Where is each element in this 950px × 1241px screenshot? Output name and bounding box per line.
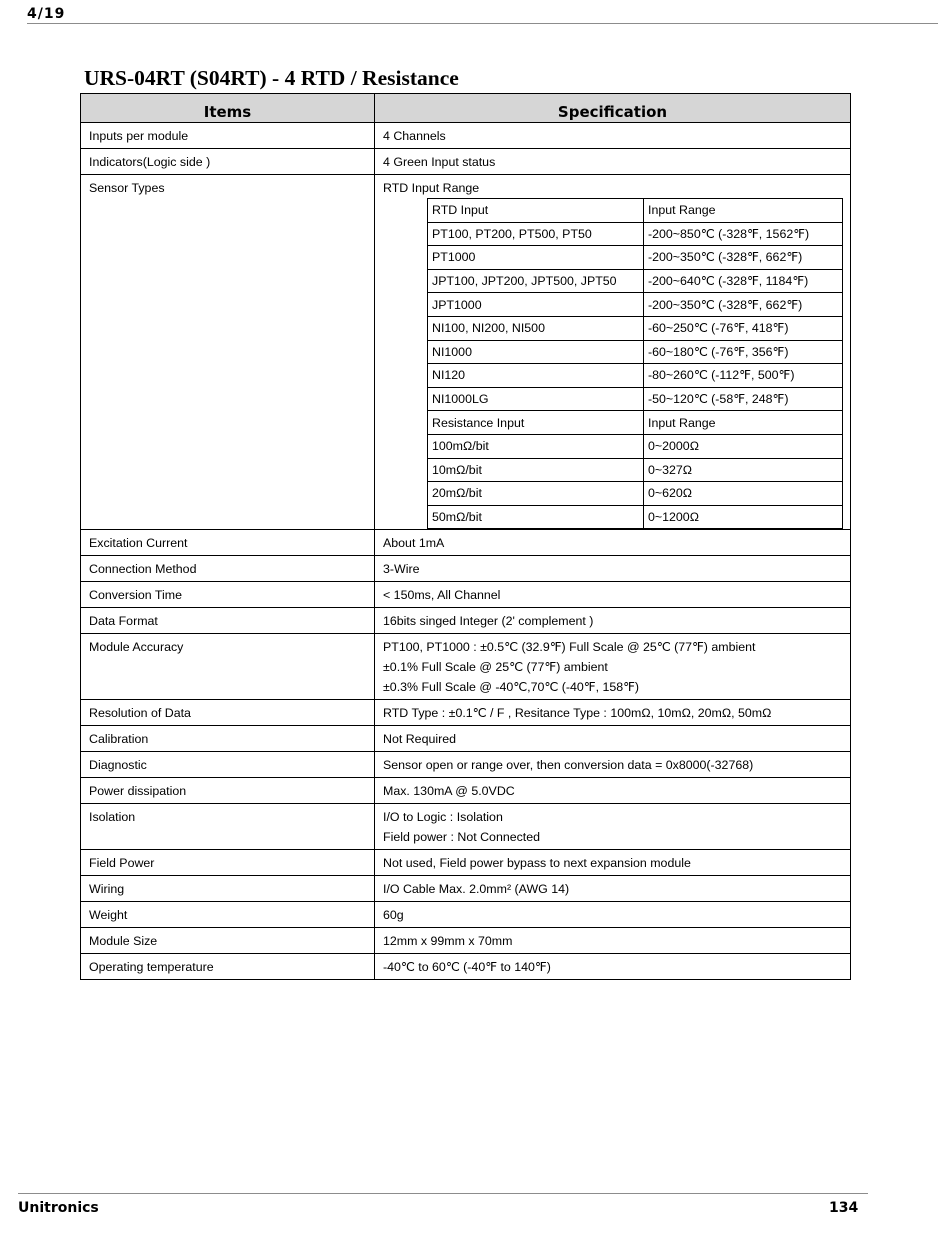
input-range-cell: 0~2000Ω <box>644 434 843 458</box>
spec-cell <box>375 778 851 804</box>
spec-line: 4 Channels <box>383 129 446 143</box>
item-cell: Weight <box>81 902 375 928</box>
spec-cell <box>375 954 851 980</box>
spec-line: 12mm x 99mm x 70mm <box>383 934 513 949</box>
spec-cell <box>375 175 851 530</box>
item-cell: Calibration <box>81 726 375 752</box>
specification-table <box>80 93 851 980</box>
subtable-row <box>428 222 843 246</box>
spec-cell <box>375 876 851 902</box>
sensor-input-cell: 50mΩ/bit <box>428 505 644 529</box>
spec-line: -40℃ to 60℃ (-40℉ to 140℉) <box>383 960 551 975</box>
column-header-items: Items <box>81 94 375 123</box>
sensor-input-cell: 100mΩ/bit <box>428 434 644 458</box>
spec-line: I/O to Logic : Isolation <box>383 810 503 825</box>
spec-cell <box>375 752 851 778</box>
item-cell: Connection Method <box>81 556 375 582</box>
subtable-row <box>428 316 843 340</box>
subtable-row <box>428 293 843 317</box>
sensor-input-cell: NI120 <box>428 364 644 388</box>
spec-line: 3-Wire <box>383 562 420 577</box>
item-cell: Indicators(Logic side ) <box>81 149 375 175</box>
subtable-row <box>428 246 843 270</box>
item-cell: Module Size <box>81 928 375 954</box>
spec-line: Field power : Not Connected <box>383 830 541 845</box>
item-cell: Sensor Types <box>81 175 375 530</box>
item-cell: Data Format <box>81 608 375 634</box>
footer-page-number: 134 <box>829 1200 859 1216</box>
spec-line: ±0.3% Full Scale @ -40℃,70℃ (-40℉, 158℉) <box>383 680 640 695</box>
table-row <box>81 175 851 530</box>
table-row <box>81 149 851 175</box>
table-header-row <box>81 94 851 123</box>
item-cell: Isolation <box>81 804 375 850</box>
sensor-range-subtable <box>427 198 843 529</box>
table-row <box>81 582 851 608</box>
sensor-input-cell: Resistance Input <box>428 411 644 435</box>
spec-cell <box>375 928 851 954</box>
spec-line: Not used, Field power bypass to next expansion module <box>383 856 691 871</box>
spec-cell <box>375 582 851 608</box>
sensor-input-cell: JPT1000 <box>428 293 644 317</box>
spec-cell <box>375 149 851 175</box>
spec-line: < 150ms, All Channel <box>383 588 501 603</box>
sensor-input-cell: 20mΩ/bit <box>428 482 644 506</box>
table-row <box>81 726 851 752</box>
item-cell: Power dissipation <box>81 778 375 804</box>
footer-divider <box>18 1193 868 1194</box>
subtable-row <box>428 269 843 293</box>
table-row <box>81 928 851 954</box>
input-range-cell: -200~850℃ (-328℉, 1562℉) <box>644 222 843 246</box>
item-cell: Inputs per module <box>81 123 375 149</box>
input-range-cell: -200~350℃ (-328℉, 662℉) <box>644 246 843 270</box>
spec-cell <box>375 804 851 850</box>
sensor-input-cell: JPT100, JPT200, JPT500, JPT50 <box>428 269 644 293</box>
input-range-cell: -200~350℃ (-328℉, 662℉) <box>644 293 843 317</box>
header-divider <box>27 23 938 24</box>
table-row <box>81 530 851 556</box>
spec-cell <box>375 634 851 700</box>
document-title: URS-04RT (S04RT) - 4 RTD / Resistance <box>84 66 459 90</box>
subtable-row <box>428 387 843 411</box>
subtable-row <box>428 199 843 223</box>
input-range-cell: -60~250℃ (-76℉, 418℉) <box>644 316 843 340</box>
spec-line: RTD Type : ±0.1℃ / F , Resitance Type : 100mΩ, 10mΩ, 20mΩ, 50mΩ <box>383 706 772 721</box>
spec-line: PT100, PT1000 : ±0.5℃ (32.9℉) Full Scale @ 25℃ (77℉) ambient <box>383 640 756 655</box>
input-range-cell: Input Range <box>644 411 843 435</box>
item-cell: Excitation Current <box>81 530 375 556</box>
table-row <box>81 876 851 902</box>
input-range-cell: -50~120℃ (-58℉, 248℉) <box>644 387 843 411</box>
spec-line: 16bits singed Integer (2' complement ) <box>383 614 594 629</box>
spec-cell <box>375 530 851 556</box>
table-row <box>81 902 851 928</box>
item-cell: Operating temperature <box>81 954 375 980</box>
subtable-row <box>428 411 843 435</box>
table-row <box>81 850 851 876</box>
table-row <box>81 954 851 980</box>
sensor-input-cell: PT100, PT200, PT500, PT50 <box>428 222 644 246</box>
table-row <box>81 634 851 700</box>
table-row <box>81 752 851 778</box>
table-row <box>81 778 851 804</box>
subtable-row <box>428 458 843 482</box>
input-range-cell: -80~260℃ (-112℉, 500℉) <box>644 364 843 388</box>
spec-cell <box>375 850 851 876</box>
subtable-row <box>428 364 843 388</box>
column-header-specification: Specification <box>375 94 851 123</box>
spec-cell <box>375 556 851 582</box>
sensor-input-cell: NI100, NI200, NI500 <box>428 316 644 340</box>
input-range-cell: 0~1200Ω <box>644 505 843 529</box>
footer-brand: Unitronics <box>18 1200 99 1216</box>
spec-line: About 1mA <box>383 536 445 551</box>
spec-cell <box>375 608 851 634</box>
table-row <box>81 556 851 582</box>
sensor-input-cell: RTD Input <box>428 199 644 223</box>
subtable-row <box>428 434 843 458</box>
spec-line: I/O Cable Max. 2.0mm² (AWG 14) <box>383 882 570 897</box>
sensor-input-cell: NI1000 <box>428 340 644 364</box>
spec-line: RTD Input Range <box>383 181 480 195</box>
page-indicator: 4/19 <box>27 6 66 22</box>
item-cell: Conversion Time <box>81 582 375 608</box>
sensor-input-cell: PT1000 <box>428 246 644 270</box>
spec-line: 60g <box>383 908 404 923</box>
sensor-input-cell: 10mΩ/bit <box>428 458 644 482</box>
spec-cell <box>375 123 851 149</box>
item-cell: Module Accuracy <box>81 634 375 700</box>
subtable-row <box>428 505 843 529</box>
table-row <box>81 123 851 149</box>
subtable-row <box>428 340 843 364</box>
spec-cell <box>375 726 851 752</box>
input-range-cell: 0~620Ω <box>644 482 843 506</box>
table-row <box>81 804 851 850</box>
item-cell: Field Power <box>81 850 375 876</box>
subtable-row <box>428 482 843 506</box>
spec-line: 4 Green Input status <box>383 155 496 169</box>
spec-line: Max. 130mA @ 5.0VDC <box>383 784 515 799</box>
input-range-cell: -60~180℃ (-76℉, 356℉) <box>644 340 843 364</box>
input-range-cell: 0~327Ω <box>644 458 843 482</box>
item-cell: Wiring <box>81 876 375 902</box>
table-row <box>81 700 851 726</box>
spec-line: Sensor open or range over, then conversion data = 0x8000(-32768) <box>383 758 754 773</box>
item-cell: Resolution of Data <box>81 700 375 726</box>
specification-table-body <box>81 123 851 980</box>
spec-line: ±0.1% Full Scale @ 25℃ (77℉) ambient <box>383 660 608 675</box>
sensor-input-cell: NI1000LG <box>428 387 644 411</box>
item-cell: Diagnostic <box>81 752 375 778</box>
table-row <box>81 608 851 634</box>
spec-cell <box>375 902 851 928</box>
input-range-cell: Input Range <box>644 199 843 223</box>
input-range-cell: -200~640℃ (-328℉, 1184℉) <box>644 269 843 293</box>
spec-line: Not Required <box>383 732 457 747</box>
spec-cell <box>375 700 851 726</box>
